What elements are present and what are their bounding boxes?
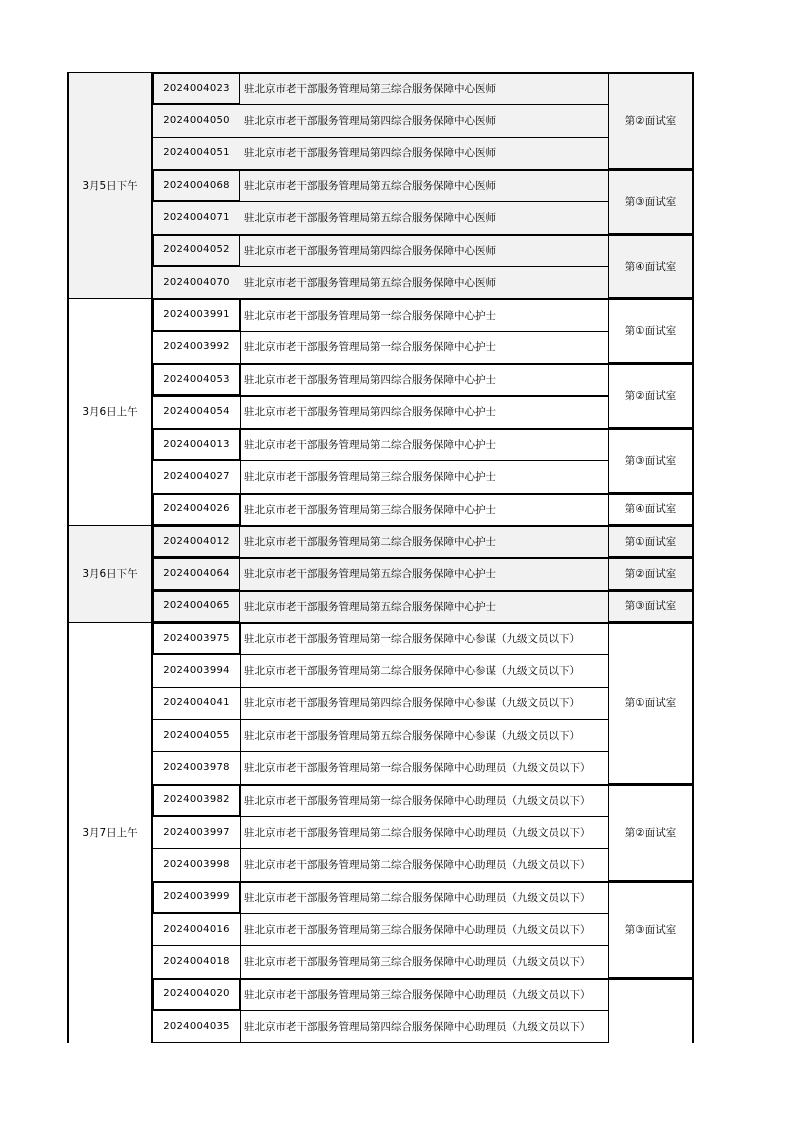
exam-code-cell: 2024003982 <box>152 784 241 817</box>
position-cell: 驻北京市老干部服务管理局第三综合服务保障中心护士 <box>240 460 609 493</box>
position-cell: 驻北京市老干部服务管理局第三综合服务保障中心助理员（九级文员以下） <box>240 945 609 978</box>
position-cell: 驻北京市老干部服务管理局第四综合服务保障中心护士 <box>240 363 609 396</box>
exam-code-cell: 2024004070 <box>152 266 241 299</box>
position-cell: 驻北京市老干部服务管理局第一综合服务保障中心护士 <box>240 298 609 331</box>
position-cell: 驻北京市老干部服务管理局第四综合服务保障中心助理员（九级文员以下） <box>240 1010 609 1043</box>
position-cell: 驻北京市老干部服务管理局第五综合服务保障中心医师 <box>240 201 609 234</box>
exam-code-cell: 2024003997 <box>152 816 241 849</box>
position-cell: 驻北京市老干部服务管理局第一综合服务保障中心助理员（九级文员以下） <box>240 751 609 784</box>
interview-room-cell: 第②面试室 <box>609 363 694 429</box>
exam-code-cell: 2024004065 <box>152 590 241 623</box>
session-date-cell: 3月6日下午 <box>67 525 152 623</box>
interview-room-cell: 第①面试室 <box>609 525 694 558</box>
exam-code-cell: 2024004053 <box>152 363 241 396</box>
position-cell: 驻北京市老干部服务管理局第三综合服务保障中心护士 <box>240 493 609 526</box>
exam-code-cell: 2024004071 <box>152 201 241 234</box>
exam-code-cell: 2024004064 <box>152 557 241 590</box>
exam-code-cell: 2024004013 <box>152 428 241 461</box>
interview-room-cell: 第③面试室 <box>609 428 694 494</box>
position-cell: 驻北京市老干部服务管理局第一综合服务保障中心护士 <box>240 331 609 364</box>
session-date-cell: 3月5日下午 <box>67 72 152 299</box>
exam-code-cell: 2024004052 <box>152 234 241 267</box>
interview-room-cell: 第①面试室 <box>609 298 694 364</box>
position-cell: 驻北京市老干部服务管理局第四综合服务保障中心医师 <box>240 234 609 267</box>
interview-room-cell <box>609 978 694 1044</box>
position-cell: 驻北京市老干部服务管理局第一综合服务保障中心参谋（九级文员以下） <box>240 622 609 655</box>
interview-room-cell: 第③面试室 <box>609 169 694 235</box>
position-cell: 驻北京市老干部服务管理局第五综合服务保障中心医师 <box>240 169 609 202</box>
interview-room-cell: 第①面试室 <box>609 622 694 785</box>
interview-room-cell: 第②面试室 <box>609 557 694 590</box>
exam-code-cell: 2024004020 <box>152 978 241 1011</box>
exam-code-cell: 2024004051 <box>152 137 241 170</box>
exam-code-cell: 2024004023 <box>152 72 241 105</box>
position-cell: 驻北京市老干部服务管理局第三综合服务保障中心助理员（九级文员以下） <box>240 978 609 1011</box>
exam-code-cell: 2024003998 <box>152 848 241 881</box>
position-cell: 驻北京市老干部服务管理局第二综合服务保障中心助理员（九级文员以下） <box>240 881 609 914</box>
position-cell: 驻北京市老干部服务管理局第二综合服务保障中心参谋（九级文员以下） <box>240 654 609 687</box>
position-cell: 驻北京市老干部服务管理局第五综合服务保障中心护士 <box>240 590 609 623</box>
exam-code-cell: 2024004012 <box>152 525 241 558</box>
interview-room-cell: 第②面试室 <box>609 72 694 170</box>
exam-code-cell: 2024004054 <box>152 396 241 429</box>
exam-code-cell: 2024004055 <box>152 719 241 752</box>
position-cell: 驻北京市老干部服务管理局第二综合服务保障中心护士 <box>240 525 609 558</box>
position-cell: 驻北京市老干部服务管理局第四综合服务保障中心医师 <box>240 104 609 137</box>
session-date-cell: 3月7日上午 <box>67 622 152 1044</box>
interview-room-cell: 第④面试室 <box>609 493 694 526</box>
interview-room-cell: 第③面试室 <box>609 590 694 623</box>
exam-code-cell: 2024004050 <box>152 104 241 137</box>
exam-code-cell: 2024003978 <box>152 751 241 784</box>
interview-room-cell: 第④面试室 <box>609 234 694 300</box>
position-cell: 驻北京市老干部服务管理局第四综合服务保障中心参谋（九级文员以下） <box>240 687 609 720</box>
exam-code-cell: 2024004026 <box>152 493 241 526</box>
position-cell: 驻北京市老干部服务管理局第二综合服务保障中心助理员（九级文员以下） <box>240 816 609 849</box>
position-cell: 驻北京市老干部服务管理局第三综合服务保障中心助理员（九级文员以下） <box>240 913 609 946</box>
position-cell: 驻北京市老干部服务管理局第一综合服务保障中心助理员（九级文员以下） <box>240 784 609 817</box>
position-cell: 驻北京市老干部服务管理局第三综合服务保障中心医师 <box>240 72 609 105</box>
position-cell: 驻北京市老干部服务管理局第五综合服务保障中心护士 <box>240 557 609 590</box>
position-cell: 驻北京市老干部服务管理局第二综合服务保障中心护士 <box>240 428 609 461</box>
exam-code-cell: 2024004027 <box>152 460 241 493</box>
exam-code-cell: 2024003975 <box>152 622 241 655</box>
position-cell: 驻北京市老干部服务管理局第五综合服务保障中心医师 <box>240 266 609 299</box>
exam-code-cell: 2024004035 <box>152 1010 241 1043</box>
position-cell: 驻北京市老干部服务管理局第四综合服务保障中心护士 <box>240 396 609 429</box>
exam-code-cell: 2024003992 <box>152 331 241 364</box>
position-cell: 驻北京市老干部服务管理局第五综合服务保障中心参谋（九级文员以下） <box>240 719 609 752</box>
exam-code-cell: 2024004068 <box>152 169 241 202</box>
exam-code-cell: 2024003991 <box>152 298 241 331</box>
exam-code-cell: 2024003994 <box>152 654 241 687</box>
interview-room-cell: 第③面试室 <box>609 881 694 979</box>
exam-code-cell: 2024004018 <box>152 945 241 978</box>
session-date-cell: 3月6日上午 <box>67 298 152 525</box>
exam-code-cell: 2024003999 <box>152 881 241 914</box>
exam-code-cell: 2024004016 <box>152 913 241 946</box>
position-cell: 驻北京市老干部服务管理局第四综合服务保障中心医师 <box>240 137 609 170</box>
interview-room-cell: 第②面试室 <box>609 784 694 882</box>
position-cell: 驻北京市老干部服务管理局第二综合服务保障中心助理员（九级文员以下） <box>240 848 609 881</box>
exam-code-cell: 2024004041 <box>152 687 241 720</box>
